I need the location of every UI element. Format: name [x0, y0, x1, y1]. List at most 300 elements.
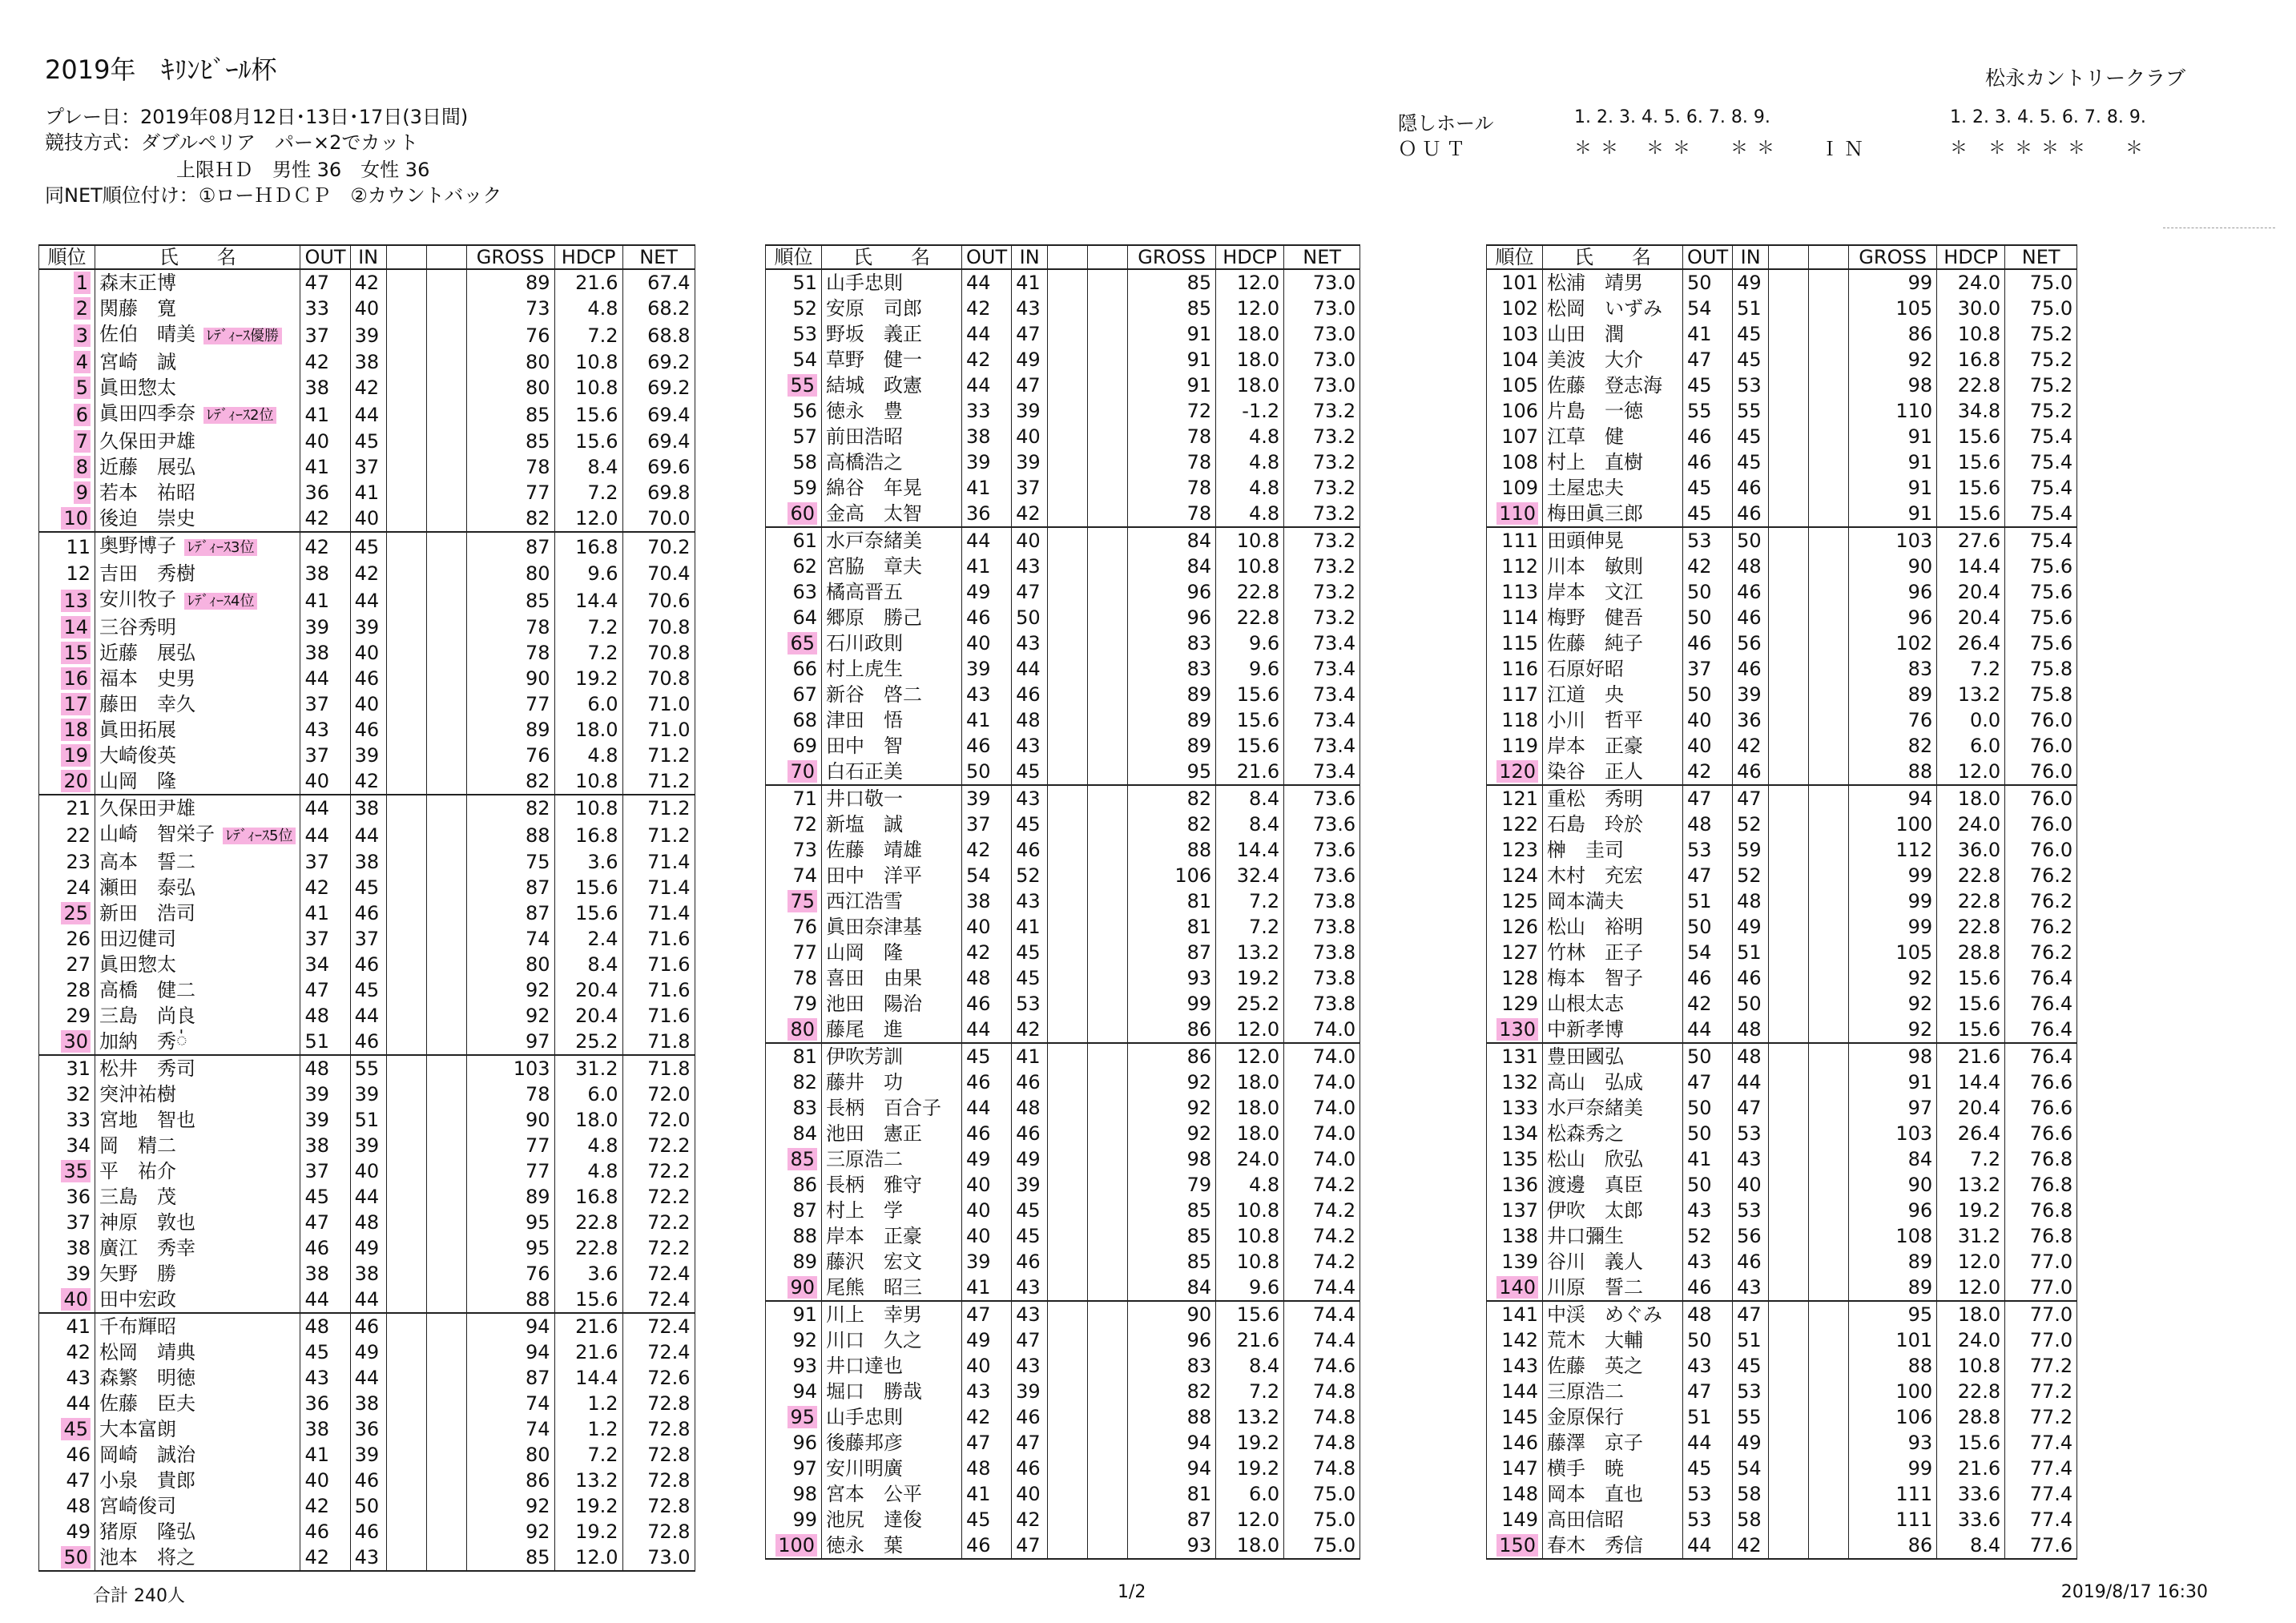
rank-value: 87 — [792, 1199, 817, 1222]
empty-cell — [386, 1081, 426, 1107]
cell-gross: 85 — [466, 586, 554, 614]
cell-out: 43 — [1683, 1249, 1733, 1275]
empty-cell — [1769, 1223, 1809, 1249]
cell-name — [95, 849, 300, 875]
player-name: 高橋 健二 — [99, 979, 195, 1001]
cell-hdcp: 15.6 — [1937, 424, 2005, 449]
cell-hdcp: 10.8 — [554, 375, 622, 401]
empty-cell — [1809, 605, 1849, 630]
player-name: 徳永 豊 — [826, 400, 903, 422]
empty-cell — [1088, 914, 1128, 940]
cell-name — [822, 1146, 962, 1172]
cell-gross: 97 — [466, 1029, 554, 1055]
cell-hdcp: 18.0 — [1216, 1095, 1284, 1121]
cell-name — [1543, 1275, 1683, 1301]
table-row — [39, 1391, 695, 1416]
cell-rank — [766, 785, 822, 812]
empty-cell — [426, 561, 466, 586]
rank-value: 53 — [792, 323, 817, 345]
cell-hdcp: 4.8 — [554, 1133, 622, 1158]
cell-name — [822, 1456, 962, 1481]
empty-cell — [386, 321, 426, 349]
cell-in: 45 — [1733, 424, 1769, 449]
cell-in: 48 — [350, 1210, 386, 1235]
empty-cell — [1769, 863, 1809, 888]
player-name: 神原 敦也 — [99, 1211, 195, 1234]
cell-name — [822, 1404, 962, 1430]
cell-name — [95, 401, 300, 429]
cell-net: 73.2 — [1284, 398, 1360, 424]
cell-hdcp: 36.0 — [1937, 837, 2005, 863]
empty-cell — [426, 795, 466, 821]
rank-value: 55 — [787, 374, 817, 397]
cell-net: 74.4 — [1284, 1301, 1360, 1327]
cell-name — [95, 1158, 300, 1184]
cell-hdcp: 9.6 — [1216, 630, 1284, 656]
cell-net: 75.0 — [1284, 1481, 1360, 1507]
cell-gross: 91 — [1128, 347, 1216, 373]
cell-net: 73.8 — [1284, 965, 1360, 991]
empty-cell — [1769, 1198, 1809, 1223]
column-header: 順位 — [1487, 245, 1543, 269]
table-row — [1487, 965, 2077, 991]
cell-gross: 79 — [1128, 1172, 1216, 1198]
empty-cell — [426, 375, 466, 401]
cell-gross: 94 — [1128, 1430, 1216, 1456]
empty-cell — [386, 977, 426, 1003]
cell-hdcp: 20.4 — [554, 977, 622, 1003]
cell-rank — [1487, 1353, 1543, 1379]
cell-net: 75.4 — [2005, 475, 2077, 501]
cell-net: 74.4 — [1284, 1327, 1360, 1353]
table-row — [1487, 424, 2077, 449]
cell-rank — [39, 821, 95, 849]
cell-out: 41 — [300, 1442, 350, 1468]
empty-cell — [1809, 1095, 1849, 1121]
table-row — [766, 1095, 1360, 1121]
player-name: 佐藤 臣夫 — [99, 1392, 195, 1415]
cell-hdcp: 12.0 — [1937, 1275, 2005, 1301]
empty-cell — [386, 849, 426, 875]
cell-hdcp: 13.2 — [1216, 940, 1284, 965]
cell-hdcp: 15.6 — [1216, 682, 1284, 707]
cell-rank — [1487, 863, 1543, 888]
cell-hdcp: 14.4 — [1937, 554, 2005, 579]
cell-in: 55 — [1733, 398, 1769, 424]
cell-rank — [39, 1158, 95, 1184]
cell-out: 40 — [962, 630, 1012, 656]
player-name: 江草 健 — [1547, 425, 1624, 448]
cell-out: 37 — [300, 321, 350, 349]
cell-hdcp: 15.6 — [554, 875, 622, 900]
player-name: 岸本 正豪 — [1547, 735, 1643, 757]
player-name: 長柄 百合子 — [826, 1097, 941, 1119]
cell-rank — [766, 1481, 822, 1507]
cell-in: 46 — [350, 1313, 386, 1339]
table-row — [766, 759, 1360, 785]
table-row — [766, 296, 1360, 321]
table-row — [1487, 759, 2077, 785]
cell-gross: 89 — [1128, 707, 1216, 733]
cell-rank — [766, 605, 822, 630]
cell-name — [1543, 707, 1683, 733]
cell-out: 40 — [1683, 733, 1733, 759]
rank-value: 90 — [787, 1276, 817, 1299]
cell-hdcp: 10.8 — [554, 349, 622, 375]
empty-cell — [1048, 733, 1088, 759]
empty-cell — [426, 640, 466, 666]
cell-in: 51 — [1733, 940, 1769, 965]
cell-name — [1543, 1532, 1683, 1559]
cell-hdcp: 21.6 — [554, 269, 622, 296]
player-name: 大本富朗 — [99, 1418, 176, 1440]
empty-cell — [386, 1055, 426, 1081]
cell-name — [822, 1430, 962, 1456]
cell-out: 44 — [300, 666, 350, 691]
cell-out: 42 — [300, 1544, 350, 1571]
cell-out: 43 — [300, 717, 350, 743]
cell-in: 40 — [350, 296, 386, 321]
cell-in: 45 — [1733, 1353, 1769, 1379]
empty-cell — [386, 768, 426, 795]
player-name: 安川明廣 — [826, 1457, 903, 1480]
cell-in: 43 — [1012, 733, 1048, 759]
cell-in: 43 — [350, 1544, 386, 1571]
rank-value: 57 — [792, 425, 817, 448]
rank-value: 25 — [61, 902, 91, 924]
cell-in: 46 — [1012, 1069, 1048, 1095]
cell-in: 46 — [350, 952, 386, 977]
cell-name — [1543, 347, 1683, 373]
cell-name — [95, 875, 300, 900]
cell-net: 73.0 — [622, 1544, 695, 1571]
column-header: 順位 — [766, 245, 822, 269]
cell-rank — [1487, 579, 1543, 605]
cell-out: 38 — [300, 1416, 350, 1442]
empty-cell — [1769, 527, 1809, 554]
cell-hdcp: 14.4 — [1937, 1069, 2005, 1095]
rank-value: 84 — [792, 1122, 817, 1145]
cell-out: 39 — [300, 614, 350, 640]
empty-cell — [386, 875, 426, 900]
cell-rank — [1487, 1275, 1543, 1301]
cell-name — [1543, 1327, 1683, 1353]
rank-value: 146 — [1501, 1432, 1538, 1454]
cell-in: 42 — [350, 269, 386, 296]
cell-gross: 96 — [1849, 579, 1937, 605]
cell-in: 47 — [1012, 579, 1048, 605]
cell-name — [95, 1287, 300, 1313]
empty-cell — [1048, 501, 1088, 527]
rank-value: 10 — [61, 507, 91, 530]
rank-value: 114 — [1501, 606, 1538, 629]
player-name: 近藤 展弘 — [99, 642, 195, 664]
cell-net: 75.8 — [2005, 656, 2077, 682]
empty-cell — [1048, 914, 1088, 940]
empty-cell — [426, 505, 466, 532]
table-row — [1487, 347, 2077, 373]
cell-rank — [1487, 1069, 1543, 1095]
empty-cell — [1048, 1430, 1088, 1456]
cell-in: 38 — [350, 349, 386, 375]
cell-gross: 100 — [1849, 812, 1937, 837]
cell-name — [95, 768, 300, 795]
cell-net: 72.8 — [622, 1391, 695, 1416]
player-name: 郷原 勝己 — [826, 606, 922, 629]
empty-cell — [426, 717, 466, 743]
column-header: 氏 名 — [822, 245, 962, 269]
cell-rank — [1487, 991, 1543, 1017]
cell-name — [822, 759, 962, 785]
cell-gross: 92 — [466, 1003, 554, 1029]
player-name: 木村 充宏 — [1547, 864, 1643, 887]
empty-cell — [1769, 373, 1809, 398]
cell-out: 49 — [962, 1146, 1012, 1172]
cell-gross: 91 — [1849, 449, 1937, 475]
cell-name — [1543, 554, 1683, 579]
rank-value: 58 — [792, 451, 817, 473]
cell-hdcp: 4.8 — [1216, 1172, 1284, 1198]
cell-net: 75.6 — [2005, 554, 2077, 579]
cell-hdcp: 3.6 — [554, 849, 622, 875]
cell-gross: 80 — [466, 375, 554, 401]
table-row — [1487, 940, 2077, 965]
cell-net: 75.0 — [1284, 1532, 1360, 1559]
player-name: 田頭伸晃 — [1547, 530, 1624, 552]
player-name: 結城 政憲 — [826, 374, 922, 397]
table-row — [39, 926, 695, 952]
empty-cell — [426, 614, 466, 640]
ladies-rank-tag: ﾚﾃﾞｨｰｽ2位 — [203, 407, 276, 424]
cell-name — [1543, 321, 1683, 347]
table-row — [1487, 812, 2077, 837]
table-row — [39, 1261, 695, 1287]
cell-out: 41 — [962, 475, 1012, 501]
cell-rank — [1487, 1017, 1543, 1043]
cell-name — [822, 863, 962, 888]
empty-cell — [1088, 347, 1128, 373]
rank-value: 135 — [1501, 1148, 1538, 1170]
rank-value: 129 — [1501, 993, 1538, 1015]
cell-name — [822, 269, 962, 296]
player-name: 加納 秀់ — [99, 1030, 188, 1053]
table-row — [1487, 682, 2077, 707]
cell-out: 44 — [1683, 1430, 1733, 1456]
cell-name — [822, 1121, 962, 1146]
table-row — [766, 1043, 1360, 1069]
cell-out: 46 — [962, 1532, 1012, 1559]
player-name: 眞田奈津基 — [826, 916, 922, 938]
cell-hdcp: 25.2 — [1216, 991, 1284, 1017]
cell-hdcp: 26.4 — [1937, 1121, 2005, 1146]
cell-in: 53 — [1733, 1198, 1769, 1223]
rank-value: 70 — [787, 760, 817, 783]
cell-gross: 82 — [1128, 1379, 1216, 1404]
cell-gross: 81 — [1128, 888, 1216, 914]
player-name: 前田浩昭 — [826, 425, 903, 448]
cell-in: 45 — [350, 429, 386, 454]
cell-hdcp: 8.4 — [1216, 812, 1284, 837]
player-name: 奥野博子 — [99, 534, 176, 557]
cell-in: 47 — [1733, 1301, 1769, 1327]
table-row — [1487, 1121, 2077, 1146]
cell-hdcp: 15.6 — [1937, 449, 2005, 475]
cell-in: 44 — [350, 401, 386, 429]
hidden-in-holes: 1. 2. 3. 4. 5. 6. 7. 8. 9. — [1950, 107, 2146, 127]
cell-hdcp: 13.2 — [1937, 682, 2005, 707]
cell-net: 71.6 — [622, 1003, 695, 1029]
rank-value: 147 — [1501, 1457, 1538, 1480]
cell-name — [822, 296, 962, 321]
cell-rank — [39, 454, 95, 480]
empty-cell — [1769, 1172, 1809, 1198]
cell-in: 46 — [350, 1468, 386, 1493]
cell-gross: 95 — [466, 1235, 554, 1261]
cell-net: 73.2 — [1284, 501, 1360, 527]
cell-net: 74.2 — [1284, 1223, 1360, 1249]
cell-in: 46 — [1733, 475, 1769, 501]
column-header: OUT — [1683, 245, 1733, 269]
table-row — [39, 1235, 695, 1261]
empty-cell — [1769, 707, 1809, 733]
cell-net: 70.8 — [622, 614, 695, 640]
cell-rank — [39, 269, 95, 296]
cell-out: 42 — [962, 347, 1012, 373]
table-row — [39, 1416, 695, 1442]
rank-value: 17 — [61, 693, 91, 715]
cell-hdcp: 21.6 — [1216, 1327, 1284, 1353]
cell-name — [822, 812, 962, 837]
cell-in: 55 — [1733, 1404, 1769, 1430]
rank-value: 59 — [792, 477, 817, 499]
cell-net: 73.4 — [1284, 656, 1360, 682]
cell-in: 43 — [1012, 785, 1048, 812]
ladies-rank-tag: ﾚﾃﾞｨｰｽ優勝 — [203, 328, 282, 344]
cell-out: 48 — [962, 1456, 1012, 1481]
cell-out: 46 — [962, 1069, 1012, 1095]
cell-name — [1543, 1404, 1683, 1430]
cell-hdcp: 10.8 — [554, 768, 622, 795]
cell-name — [1543, 965, 1683, 991]
cell-out: 41 — [1683, 321, 1733, 347]
cell-rank — [766, 475, 822, 501]
table-row — [39, 1468, 695, 1493]
player-name: 福本 史男 — [99, 667, 195, 690]
player-name: 大崎俊英 — [99, 744, 176, 767]
rank-value: 104 — [1501, 348, 1538, 371]
cell-in: 37 — [1012, 475, 1048, 501]
cell-gross: 81 — [1128, 1481, 1216, 1507]
table-row — [1487, 605, 2077, 630]
cell-hdcp: 19.2 — [554, 1519, 622, 1544]
cell-gross: 89 — [1128, 682, 1216, 707]
cell-rank — [1487, 630, 1543, 656]
player-name: 眞田拓展 — [99, 719, 176, 741]
cell-out: 47 — [300, 977, 350, 1003]
player-name: 眞田惣太 — [99, 377, 176, 399]
table-row — [1487, 733, 2077, 759]
cell-in: 44 — [350, 1003, 386, 1029]
cell-net: 76.8 — [2005, 1172, 2077, 1198]
cell-rank — [39, 1029, 95, 1055]
empty-cell — [1809, 812, 1849, 837]
player-name: 橘高晋五 — [826, 581, 903, 603]
cell-name — [95, 1442, 300, 1468]
table-row — [766, 812, 1360, 837]
rank-value: 46 — [66, 1444, 91, 1466]
player-name: 藤田 幸久 — [99, 693, 195, 715]
cell-in: 39 — [1012, 1379, 1048, 1404]
rank-value: 77 — [792, 941, 817, 964]
cell-net: 74.0 — [1284, 1017, 1360, 1043]
cell-rank — [766, 1353, 822, 1379]
table-row — [39, 691, 695, 717]
cell-hdcp: 15.6 — [554, 401, 622, 429]
player-name: 白石正美 — [826, 760, 903, 783]
cell-gross: 91 — [1849, 1069, 1937, 1095]
rank-value: 145 — [1501, 1406, 1538, 1428]
rank-value: 23 — [66, 851, 91, 873]
cell-out: 45 — [962, 1043, 1012, 1069]
player-name: 谷川 義人 — [1547, 1250, 1643, 1273]
rank-value: 110 — [1496, 502, 1538, 525]
cell-out: 38 — [962, 424, 1012, 449]
table-row — [39, 666, 695, 691]
player-name: 松岡 いずみ — [1547, 297, 1662, 320]
empty-cell — [1809, 475, 1849, 501]
cell-rank — [1487, 733, 1543, 759]
cell-gross: 92 — [1849, 1017, 1937, 1043]
cell-net: 72.0 — [622, 1107, 695, 1133]
player-name: 江道 央 — [1547, 683, 1624, 706]
cell-out: 50 — [1683, 1172, 1733, 1198]
column-header: NET — [1284, 245, 1360, 269]
cell-name — [95, 349, 300, 375]
player-name: 池田 陽治 — [826, 993, 922, 1015]
cell-net: 75.0 — [1284, 1507, 1360, 1532]
table-row — [1487, 269, 2077, 296]
column-header: HDCP — [1216, 245, 1284, 269]
cell-hdcp: 13.2 — [554, 1468, 622, 1493]
player-name: 小泉 貴郎 — [99, 1469, 195, 1492]
cell-gross: 86 — [466, 1468, 554, 1493]
cell-in: 39 — [1012, 449, 1048, 475]
cell-hdcp: 12.0 — [1216, 1507, 1284, 1532]
empty-cell — [1809, 1275, 1849, 1301]
cell-rank — [39, 401, 95, 429]
column-header — [1048, 245, 1088, 269]
cell-hdcp: 28.8 — [1937, 1404, 2005, 1430]
cell-out: 39 — [962, 656, 1012, 682]
cell-out: 53 — [1683, 1481, 1733, 1507]
cell-gross: 75 — [466, 849, 554, 875]
rank-value: 31 — [66, 1057, 91, 1080]
cell-in: 46 — [1012, 682, 1048, 707]
cell-out: 36 — [300, 480, 350, 505]
empty-cell — [1769, 1249, 1809, 1275]
cell-hdcp: 1.2 — [554, 1391, 622, 1416]
cell-hdcp: 7.2 — [1216, 888, 1284, 914]
player-name: 高本 誓二 — [99, 851, 195, 873]
cell-net: 76.0 — [2005, 733, 2077, 759]
empty-cell — [1088, 1430, 1128, 1456]
rank-value: 44 — [66, 1392, 91, 1415]
cell-name — [95, 561, 300, 586]
empty-cell — [1809, 554, 1849, 579]
player-name: 尾熊 昭三 — [826, 1276, 922, 1299]
cell-out: 43 — [962, 1379, 1012, 1404]
table-row — [39, 505, 695, 532]
